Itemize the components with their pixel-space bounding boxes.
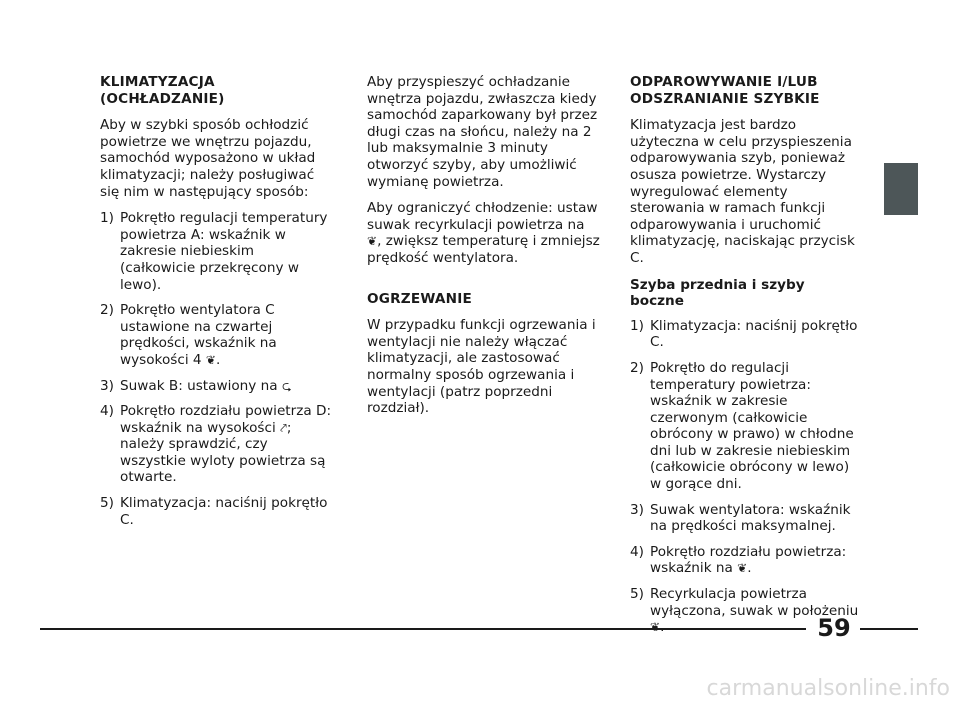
heading-ogrzewanie: OGRZEWANIE <box>367 290 472 307</box>
list-item: 4) Pokrętło rozdziału powietrza D: wskaźnik na wysokości ⤤; należy sprawdzić, czy wszystkie wyloty powietrza są otwarte. <box>100 403 332 486</box>
footer-rule-right <box>860 628 918 630</box>
intro-paragraph: Aby w szybki sposób ochłodzić powietrze we wnętrzu pojazdu, samochód wyposażono w układ klimatyzacji; należy posługiwać się nim w następujący sposób: <box>100 117 316 200</box>
list-item: 5) Klimatyzacja: naciśnij pokrętło C. <box>100 495 328 528</box>
watermark: carmanualsonline.info <box>706 676 950 701</box>
heading-odparowywanie: ODPAROWYWANIE I/LUB ODSZRANIANIE SZYBKIE <box>630 74 820 107</box>
heading-klimatyzacja: KLIMATYZACJA (OCHŁADZANIE) <box>100 74 225 107</box>
outside-air-icon: ⮎ <box>281 378 292 393</box>
list-item: 2) Pokrętło wentylatora C ustawione na czwartej prędkości, wskaźnik na wysokości 4 ❦. <box>100 302 277 368</box>
face-vent-icon: ⤤ <box>280 420 287 435</box>
list-item: 1) Klimatyzacja: naciśnij pokrętło C. <box>630 317 858 351</box>
defrost-vent-icon: ❦ <box>737 561 748 576</box>
list-item: 2) Pokrętło do regulacji temperatury powietrza: wskaźnik w zakresie czerwonym (całkowicie obrócony w prawo) w chłodne dni lub w zakresie niebieskim (całkowicie obrócony w lewo) w gorące dni. <box>630 359 854 493</box>
list-item: 5) Recyrkulacja powietrza wyłączona, suwak w położeniu <box>630 586 862 636</box>
footer-rule <box>40 628 806 630</box>
defrost-intro-paragraph: Klimatyzacja jest bardzo użyteczna w celu przyspieszenia odparowywania szyb, ponieważ osusza powietrze. Wystarczy wyregulować elementy sterowania w ramach funkcji odparowywania i uruchomić klimatyzację, naciskając przycisk C. <box>630 117 855 266</box>
column-1 <box>100 74 332 537</box>
section-tab-marker <box>884 163 918 215</box>
page-number: 59 <box>817 614 851 642</box>
list-item: 3) Suwak B: ustawiony na ⮎ <box>100 377 292 394</box>
windshield-vent-icon: ❦ <box>205 352 216 367</box>
column-2 <box>367 74 603 427</box>
limit-cooling-paragraph: Aby ograniczyć chłodzenie: ustaw suwak recyrkulacji powietrza na ❦, zwiększ temperaturę i zmniejsz prędkość wentylatora. <box>367 200 600 266</box>
heating-paragraph: W przypadku funkcji ogrzewania i wentylacji nie należy włączać klimatyzacji, ale zastosować normalny sposób ogrzewania i wentylacji (patrz poprzedni rozdział). <box>367 317 596 417</box>
cooling-tip-paragraph: Aby przyspieszyć ochładzanie wnętrza pojazdu, zwłaszcza kiedy samochód zaparkowany był przez długi czas na słońcu, należy na 2 lub maksymalnie 3 minuty otworzyć szyby, aby umożliwić wymianę powietrza. <box>367 74 598 190</box>
steps-list-defrost <box>630 318 862 636</box>
list-item: 3) Suwak wentylatora: wskaźnik na prędkości maksymalnej. <box>630 501 851 535</box>
subheading-windshield: Szyba przednia i szyby boczne <box>630 276 805 310</box>
recirculation-icon: ❦ <box>367 234 378 249</box>
steps-list-cooling <box>100 210 332 528</box>
list-item: 1) Pokrętło regulacji temperatury powietrza A: wskaźnik w zakresie niebieskim (całkowicie przekręcony w lewo). <box>100 210 328 293</box>
list-item: 4) Pokrętło rozdziału powietrza: wskaźnik na ❦. <box>630 543 847 577</box>
column-3 <box>630 74 862 645</box>
